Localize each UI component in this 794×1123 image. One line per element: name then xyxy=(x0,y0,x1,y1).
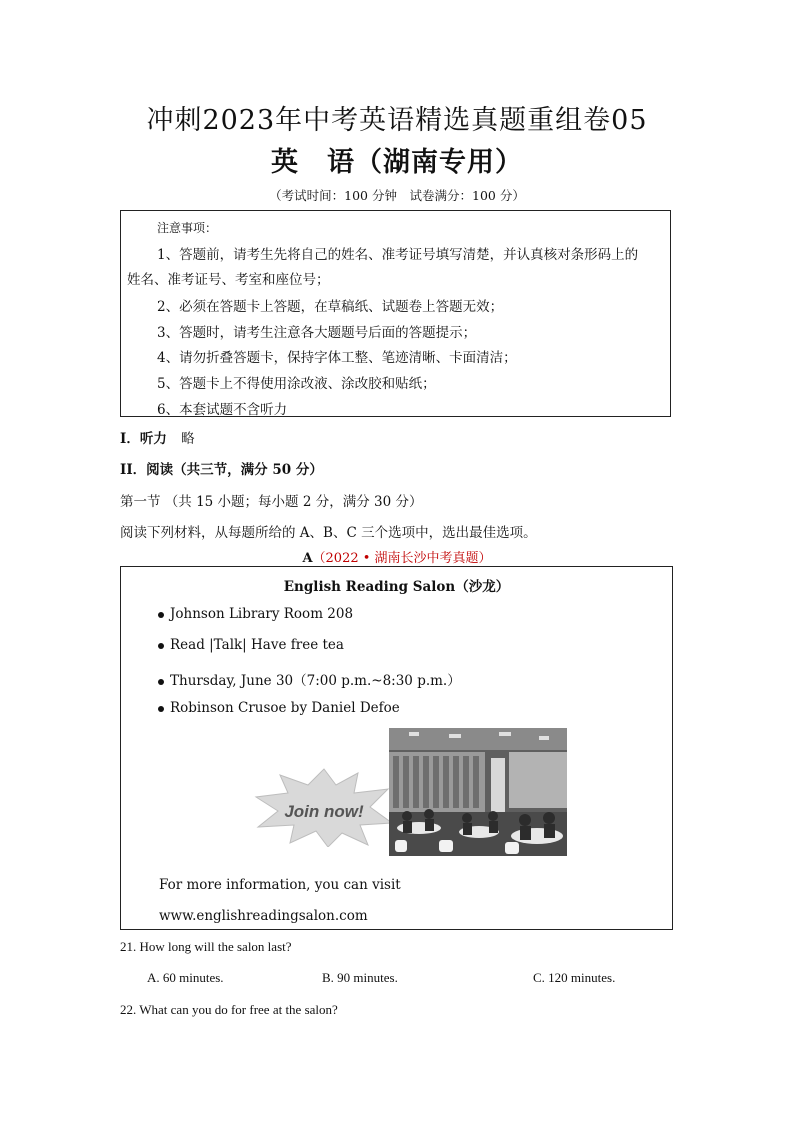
instruction: 阅读下列材料，从每题所给的 A、B、C 三个选项中，选出最佳选项。 xyxy=(120,525,537,541)
notice-item-6: 6、本套试题不含听力 xyxy=(157,402,288,418)
passage-label xyxy=(0,547,794,566)
paper-title: 冲刺2023年中考英语精选真题重组卷05 xyxy=(146,105,648,136)
passage-source: （2022 • 湖南长沙中考真题） xyxy=(312,551,492,566)
passage-letter: A xyxy=(302,551,313,566)
notice-item-1-cont: 姓名、准考证号、考室和座位号； xyxy=(127,272,330,288)
ad-bullet-activities: Read |Talk| Have free tea xyxy=(158,637,344,653)
notice-item-4: 4、请勿折叠答题卡，保持字体工整、笔迹清晰、卡面清洁； xyxy=(157,350,517,366)
bullet-dot-icon xyxy=(158,706,164,712)
question-21-option-b: B. 90 minutes. xyxy=(322,970,398,985)
notice-item-2: 2、必须在答题卡上答题，在草稿纸、试题卷上答题无效； xyxy=(157,299,504,315)
library-photo xyxy=(389,728,567,856)
listening-note: 略 xyxy=(181,431,195,447)
subject-title: 英 语（湖南专用） xyxy=(271,147,523,178)
ad-bullet-location: Johnson Library Room 208 xyxy=(158,606,353,622)
listening-section xyxy=(120,427,195,447)
ad-bullet-time: Thursday, June 30（7:00 p.m.~8:30 p.m.） xyxy=(158,669,461,689)
notice-item-5: 5、答题卡上不得使用涂改液、涂改胶和贴纸； xyxy=(157,376,436,392)
join-now-text: Join now! xyxy=(284,802,364,821)
listening-label: I．听力 xyxy=(120,431,167,447)
question-21-option-a: A. 60 minutes. xyxy=(147,970,224,985)
notice-heading: 注意事项： xyxy=(157,221,218,235)
more-info-text: For more information, you can visit xyxy=(159,877,401,893)
website-text: www.englishreadingsalon.com xyxy=(159,908,368,924)
ad-bullet-book: Robinson Crusoe by Daniel Defoe xyxy=(158,700,400,716)
part1-label: 第一节 （共 15 小题；每小题 2 分，满分 30 分） xyxy=(120,494,423,510)
notice-box xyxy=(120,210,671,417)
question-22: 22. What can you do for free at the salon? xyxy=(120,1002,338,1017)
bullet-dot-icon xyxy=(158,643,164,649)
bullet-dot-icon xyxy=(158,612,164,618)
reading-label: II．阅读（共三节，满分 50 分） xyxy=(120,462,323,478)
exam-info: （考试时间：100 分钟 试卷满分：100 分） xyxy=(269,188,525,203)
bullet-dot-icon xyxy=(158,679,164,685)
question-21-option-c: C. 120 minutes. xyxy=(533,970,616,985)
notice-item-1: 1、答题前，请考生先将自己的姓名、准考证号填写清楚，并认真核对条形码上的 xyxy=(157,247,639,263)
join-now-burst-icon xyxy=(254,767,394,847)
ad-box xyxy=(120,566,673,930)
question-21: 21. How long will the salon last? xyxy=(120,939,292,954)
notice-item-3: 3、答题时，请考生注意各大题题号后面的答题提示； xyxy=(157,325,477,341)
ad-title: English Reading Salon（沙龙） xyxy=(283,579,510,595)
